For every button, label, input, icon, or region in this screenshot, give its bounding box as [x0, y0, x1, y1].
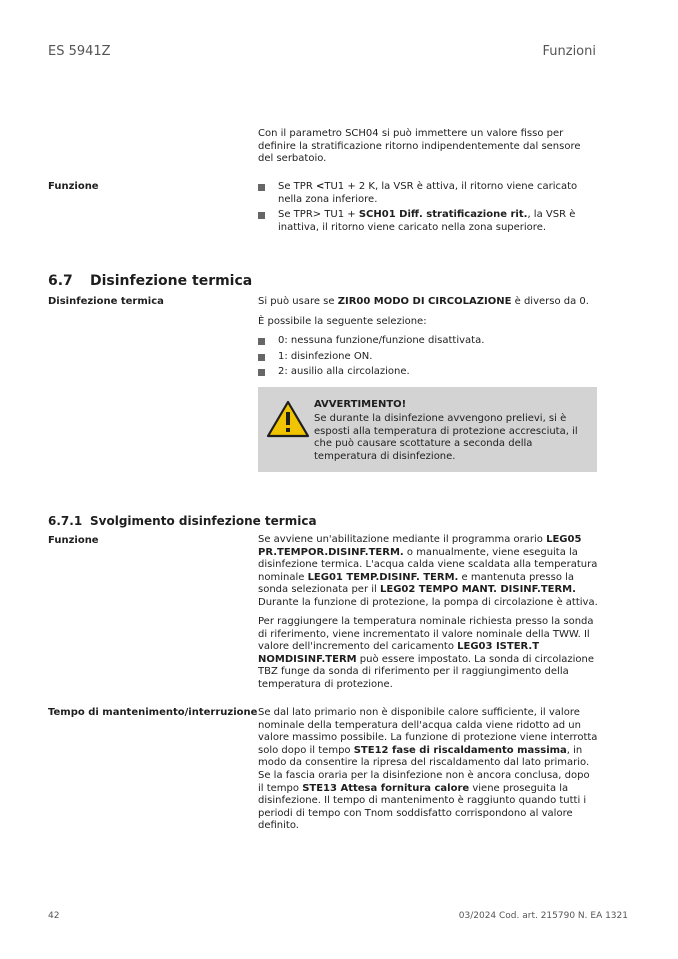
- bullet-square-icon: [258, 338, 265, 345]
- section-number: 6.7: [48, 273, 73, 289]
- selection-list: [258, 335, 598, 382]
- warning-title: AVVERTIMENTO!: [314, 399, 407, 410]
- bullet-square-icon: [258, 184, 265, 191]
- disinfezione-label: Disinfezione termica: [48, 296, 164, 307]
- header-doc-code: ES 5941Z: [48, 44, 111, 59]
- selection-intro: È possibile la seguente selezione:: [258, 316, 427, 327]
- tempo-label: Tempo di mantenimento/interruzione: [48, 707, 258, 718]
- section-heading-6-7: [48, 273, 252, 289]
- warning-box: [258, 387, 597, 472]
- page-number: 42: [48, 911, 60, 921]
- intro-paragraph: Con il parametro SCH04 si può immettere un valore fisso per definire la stratificazione ritorno indipendentemente dal sensore del serbatoio.: [258, 128, 581, 165]
- section-number: 6.7.1: [48, 514, 83, 528]
- bullet-square-icon: [258, 212, 265, 219]
- list-item: 1: disinfezione ON.: [258, 351, 598, 364]
- section-title: Svolgimento disinfezione termica: [90, 514, 317, 528]
- header-section-title: Funzioni: [542, 44, 596, 59]
- footer-doc-info: 03/2024 Cod. art. 215790 N. EA 1321: [458, 911, 628, 921]
- list-item: 2: ausilio alla circolazione.: [258, 366, 598, 379]
- funzione-label: Funzione: [48, 535, 99, 546]
- section-title: Disinfezione termica: [90, 273, 253, 289]
- list-item: Se TPR> TU1 + SCH01 Diff. stratificazione rit., la VSR è inattiva, il ritorno viene caricato nella zona superiore.: [258, 209, 598, 234]
- warning-text-block: [314, 399, 584, 463]
- section-heading-6-7-1: [48, 514, 317, 528]
- bullet-square-icon: [258, 369, 265, 376]
- warning-body: Se durante la disinfezione avvengono prelievi, si è esposti alla temperatura di protezione accresciuta, il che può causare scottature a seconda della temperatura di disinfezione.: [314, 413, 578, 462]
- list-item: 0: nessuna funzione/funzione disattivata.: [258, 335, 598, 348]
- disinfezione-paragraph: Si può usare se ZIR00 MODO DI CIRCOLAZIONE è diverso da 0.: [258, 296, 589, 307]
- funzione-bullet-list: [258, 181, 598, 237]
- funzione-label: Funzione: [48, 181, 99, 192]
- svolgimento-paragraph-1: Se avviene un'abilitazione mediante il programma orario LEG05 PR.TEMPOR.DISINF.TERM. o manualmente, viene eseguita la disinfezione termica. L'acqua calda viene scaldata alla temperatura nominale LEG01 TEMP.DISINF. TERM. e mantenuta presso la sonda selezionata per il LEG02 TEMPO MANT. DISINF.TERM. Durante la funzione di protezione, la pompa di circolazione è attiva.: [258, 534, 598, 608]
- svolgimento-paragraph-2: Per raggiungere la temperatura nominale richiesta presso la sonda di riferimento, viene incrementato il valore nominale della TWW. Il valore dell'incremento del caricamento LEG03 ISTER.T NOMDISINF.TERM può essere impostato. La sonda di circolazione TBZ funge da sonda di riferimento per il raggiungimento della temperatura di protezione.: [258, 616, 595, 690]
- warning-triangle-icon: [266, 400, 310, 438]
- tempo-paragraph: Se dal lato primario non è disponibile calore sufficiente, il valore nominale della temperatura dell'acqua calda viene ridotto ad un valore massimo possibile. La funzione di protezione viene interrotta solo dopo il tempo STE12 fase di riscaldamento massima, in modo da consentire la ripresa del riscaldamento dal lato primario. Se la fascia oraria per la disinfezione non è ancora conclusa, dopo il tempo STE13 Attesa fornitura calore viene proseguita la disinfezione. Il tempo di mantenimento è raggiunto quando tutti i periodi di tempo con Tnom soddisfatto corrispondono al valore definito.: [258, 707, 598, 832]
- list-item: Se TPR <TU1 + 2 K, la VSR è attiva, il ritorno viene caricato nella zona inferiore.: [258, 181, 598, 206]
- bullet-square-icon: [258, 354, 265, 361]
